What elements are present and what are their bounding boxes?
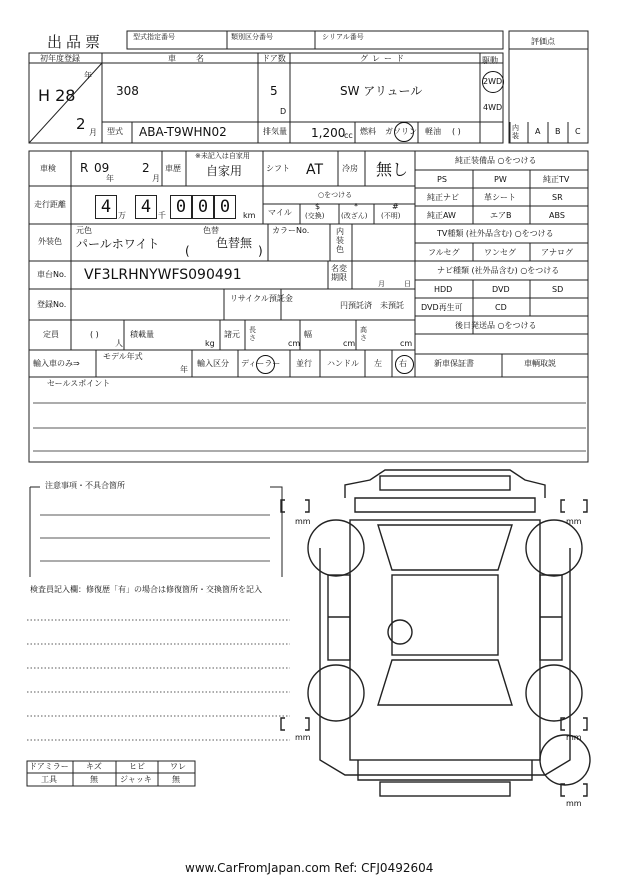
import-only-label: 輸入車のみ⇒: [33, 359, 80, 368]
mileage-sen: 千: [158, 211, 166, 220]
capacity-label: 定員: [43, 330, 59, 339]
inspection-year-unit: 年: [106, 174, 114, 183]
name-change-label: 名変期限: [331, 264, 347, 282]
inspection-month-unit: 月: [152, 174, 160, 183]
interior-b: B: [555, 127, 561, 136]
model-type: ABA-T9WHN02: [139, 125, 227, 139]
history-note: ※未記入は自家用: [195, 152, 250, 160]
shift-label: シフト: [266, 164, 290, 173]
equip-abs: ABS: [549, 211, 565, 220]
fuel-label: 燃料: [360, 127, 376, 136]
doors-value: 5: [270, 84, 278, 98]
form-title: 出品票: [47, 33, 105, 51]
first-reg-year-unit: 年: [84, 71, 92, 80]
eval-point-label: 評価点: [531, 37, 555, 46]
length-unit: cm: [288, 339, 301, 348]
displacement-unit: cc: [344, 131, 353, 140]
dealer-option: ディーラー: [241, 359, 281, 368]
handle-label: ハンドル: [327, 359, 359, 368]
mileage-digit: 4: [135, 195, 157, 219]
load-label: 積載量: [130, 330, 154, 339]
chassis-label: 車台No.: [37, 270, 67, 279]
color-no-label: カラーNo.: [272, 226, 310, 235]
interior-a: A: [535, 127, 541, 136]
exterior-color-value: パールホワイト: [76, 237, 160, 251]
mileage-digit: 0: [170, 195, 192, 219]
jack-label: ジャッキ: [120, 775, 152, 784]
drive-2wd: 2WD: [483, 77, 503, 86]
equip-ps: PS: [437, 175, 447, 184]
handle-left: 左: [374, 359, 382, 368]
mm-front-right: mm: [566, 517, 582, 526]
car-diagram: [281, 470, 590, 796]
displacement-value: 1,200: [311, 126, 346, 140]
serial-number-label: シリアル番号: [322, 33, 364, 41]
capacity-paren: ( ): [90, 330, 99, 339]
model-cert-label: 型式指定番号: [133, 33, 175, 41]
length-label: 長さ: [249, 326, 256, 342]
mileage-exchange: $: [315, 202, 321, 211]
inspection-label: 車検: [40, 164, 56, 173]
scratch-label: キズ: [86, 762, 102, 771]
name-change-month: 月: [378, 280, 385, 288]
equip-genuine-navi: 純正ナビ: [427, 193, 459, 202]
exterior-color-label: 外装色: [38, 237, 62, 246]
navi-dvd: DVD: [492, 285, 510, 294]
navi-dvd-player: DVD再生可: [421, 303, 463, 312]
first-reg-label: 初年度登録: [40, 54, 80, 63]
equip-genuine-tv: 純正TV: [543, 175, 570, 184]
drive-4wd: 4WD: [483, 103, 503, 112]
mileage-label: 走行距離: [34, 200, 66, 209]
dealer-circle: [256, 355, 275, 374]
tools-label: 工具: [41, 775, 57, 784]
handle-right: 右: [399, 359, 407, 368]
height-unit: cm: [400, 339, 413, 348]
mileage-circle-note: ○をつける: [318, 191, 353, 199]
fuel-gasoline-circle: [394, 122, 414, 142]
model-year-label: モデル年式: [103, 352, 143, 361]
recycle-label: リサイクル預託金: [230, 294, 293, 303]
equip-airbag: エアB: [490, 211, 512, 220]
fuel-gasoline: ガソリン: [385, 127, 417, 136]
original-color-label: 元色: [76, 226, 92, 235]
interior-c: C: [575, 127, 581, 136]
drive-2wd-circle: [482, 71, 504, 93]
drive-label: 駆動: [482, 56, 498, 65]
mileage-km: km: [243, 211, 256, 220]
inspection-month: 2: [142, 161, 150, 175]
tv-type-title: TV種類 (社外品含む) ○をつける: [437, 229, 554, 238]
capacity-unit: 人: [115, 339, 123, 348]
recycle-unpaid: 未預託: [380, 301, 404, 310]
import-class-label: 輸入区分: [197, 359, 229, 368]
mileage-tamper: *: [354, 202, 358, 211]
history-value: 自家用: [206, 164, 243, 178]
genuine-equipment-title: 純正装備品 ○をつける: [455, 156, 537, 165]
mileage-digit: 4: [95, 195, 117, 219]
inspection-year: 09: [94, 161, 110, 175]
fuel-other: ( ): [452, 127, 461, 136]
registration-label: 登録No.: [37, 300, 67, 309]
model-year-unit: 年: [180, 365, 188, 374]
mileage-unknown: #: [392, 202, 399, 211]
doors-suffix: D: [280, 107, 287, 116]
load-unit: kg: [205, 339, 215, 348]
class-number-label: 類別区分番号: [231, 33, 273, 41]
first-reg-year: H 28: [38, 86, 76, 105]
grade-value: SW アリュール: [340, 84, 423, 98]
navi-type-title: ナビ種類 (社外品含む) ○をつける: [437, 266, 560, 275]
fuel-light-oil: 軽油: [425, 127, 441, 136]
height-label: 高さ: [360, 326, 367, 342]
grade-label: グレード: [360, 54, 408, 63]
mm-rear-left: mm: [295, 733, 311, 742]
history-label: 車歴: [165, 164, 181, 173]
navi-hdd: HDD: [434, 285, 453, 294]
wreck-label: ワレ: [170, 762, 186, 771]
width-unit: cm: [343, 339, 356, 348]
sales-point-label: セールスポイント: [47, 379, 111, 388]
ac-value: 無し: [376, 160, 409, 179]
mileage-digit: 0: [192, 195, 214, 219]
name-change-day: 日: [404, 280, 411, 288]
repaint-paren-close: ): [258, 244, 263, 258]
mileage-mile: マイル: [268, 208, 292, 217]
equip-pw: PW: [494, 175, 507, 184]
door-mirror-label: ドアミラー: [29, 762, 69, 771]
tv-analog: アナログ: [541, 248, 573, 257]
parallel-option: 並行: [296, 359, 312, 368]
mm-spare: mm: [566, 799, 582, 808]
chassis-value: VF3LRHNYWFS090491: [84, 267, 242, 283]
equip-sr: SR: [552, 193, 563, 202]
interior-color-label: 内装色: [336, 227, 344, 254]
repaint-label: 色替: [203, 226, 219, 235]
jack-value: 無: [172, 775, 180, 784]
mileage-unknown-sub: (不明): [381, 212, 401, 220]
car-name: 308: [116, 84, 139, 98]
crack-label: ヒビ: [129, 762, 145, 771]
car-name-label: 車名: [168, 54, 224, 63]
doors-label: ドア数: [262, 54, 286, 63]
shift-value: AT: [306, 162, 324, 178]
first-reg-month: 2: [76, 115, 86, 133]
tv-oneseg: ワンセグ: [484, 248, 516, 257]
first-reg-month-unit: 月: [89, 128, 97, 137]
recycle-paid: 円預託済: [340, 301, 372, 310]
inspection-era: R: [80, 161, 89, 175]
dims-label: 諸元: [224, 330, 240, 339]
equip-leather-seat: 革シート: [484, 193, 516, 202]
navi-sd: SD: [552, 285, 564, 294]
ac-label: 冷房: [342, 164, 358, 173]
mileage-tamper-sub: (改ざん): [341, 212, 368, 220]
mm-rear-right: mm: [566, 733, 582, 742]
mileage-man: 万: [118, 211, 126, 220]
vehicle-manual: 車輌取説: [524, 359, 556, 368]
width-label: 幅: [304, 330, 312, 339]
displacement-label: 排気量: [263, 127, 287, 136]
mileage-exchange-sub: (交換): [305, 212, 325, 220]
handle-right-circle: [395, 355, 414, 374]
footer-reference: www.CarFromJapan.com Ref: CFJ0492604: [185, 861, 434, 875]
model-type-label: 型式: [107, 127, 123, 136]
mileage-digit: 0: [214, 195, 236, 219]
notes-label: 注意事項・不具合箇所: [45, 481, 125, 490]
navi-cd: CD: [495, 303, 507, 312]
later-docs-title: 後日発送品 ○をつける: [455, 321, 537, 330]
tools-value: 無: [90, 775, 98, 784]
inspector-label: 検査員記入欄：修復歴「有」の場合は修復箇所・交換箇所を記入: [30, 585, 262, 594]
new-warranty: 新車保証書: [434, 359, 474, 368]
interior-label: 内装: [512, 124, 519, 140]
repaint-paren-open: (: [185, 244, 190, 258]
repaint-value: 色替無: [216, 236, 253, 250]
mm-front-left: mm: [295, 517, 311, 526]
equip-genuine-aw: 純正AW: [427, 211, 456, 220]
tv-fullseg: フルセグ: [428, 248, 460, 257]
